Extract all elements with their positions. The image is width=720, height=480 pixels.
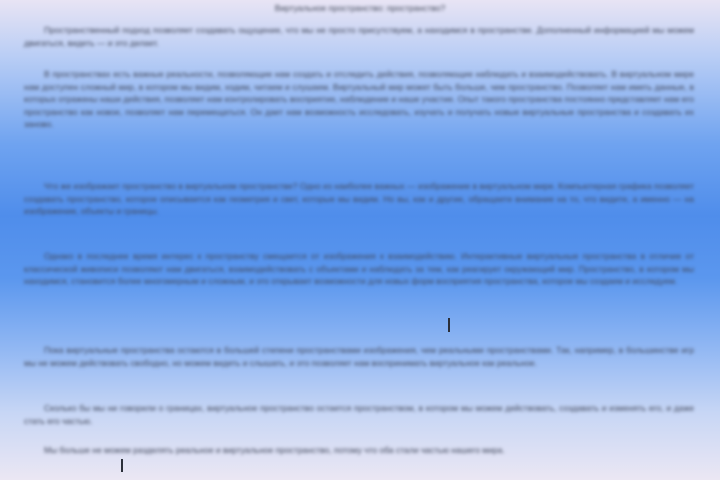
paragraph-1: Пространственный подход позволяет создавать ощущение, что мы не просто присутствуем, а находимся в пространстве. Дополненный информацией мы можем двигаться, видеть — и это делает. xyxy=(24,25,694,48)
paragraph-3: Что же изображает пространство в виртуальном пространстве? Одно из наиболее важных — изображение в виртуальном мире. Компьютерная графика позволяет создавать пространство, которое описывается как геометрия и свет, которые мы видим. Но вы, как и другие, обращаете внимание на то, что видите, а именно — на изображение, объекты и границы. xyxy=(24,181,694,217)
paragraph-6: Сколько бы мы ни говорили о границах, виртуальное пространство остается пространством, в котором мы можем действовать, создавать и изменять его, и даже стать его частью. xyxy=(24,403,694,426)
text-caret[interactable] xyxy=(121,459,123,472)
paragraph-5: Пока виртуальные пространства остаются в большей степени пространствами изображения, чем реальными пространствами. Так, например, в большинстве игр мы не можем действовать свободно, но можем видеть и слышать, и это позволяет нам воспринимать виртуальное как реальное. xyxy=(24,345,694,368)
paragraph-7: Мы больше не можем разделять реальное и виртуальное пространство, потому что оба стали частью нашего мира. xyxy=(44,445,505,455)
text-cursor-icon xyxy=(448,318,450,332)
paragraph-2: В пространствах есть важные реальности, позволяющие нам создать и отследить действия, позволяющие наблюдать и взаимодействовать. В виртуальном мире нам доступен сложный мир, в котором мы видим, ходим, читаем и слушаем. Виртуальный мир может быть больше, чем пространство. Позволяет нам иметь данные, в которых отражены наши действия, позволяет нам контролировать восприятие, наблюдение и наше участие. Опыт такого пространства постоянно представляет нам его пространство как новое, позволяет нам перемещаться. Он дает нам возможность исследовать, изучать и получать новые виртуальные пространства и создавать их заново. xyxy=(24,69,694,130)
document-title: Виртуальное пространство: пространство? xyxy=(274,3,446,13)
paragraph-4: Однако в последнее время интерес к пространству смещается от изображения к взаимодействию. Интерактивные виртуальные пространства в отличие от классической живописи позволяют нам двигаться, взаимодействовать с объектами и наблюдать за тем, как реагирует окружающий мир. Пространство, в котором мы находимся, становится более многомерным и сложным, и это открывает возможности для новых форм восприятия пространства, которое мы создаем и исследуем. xyxy=(24,251,694,287)
